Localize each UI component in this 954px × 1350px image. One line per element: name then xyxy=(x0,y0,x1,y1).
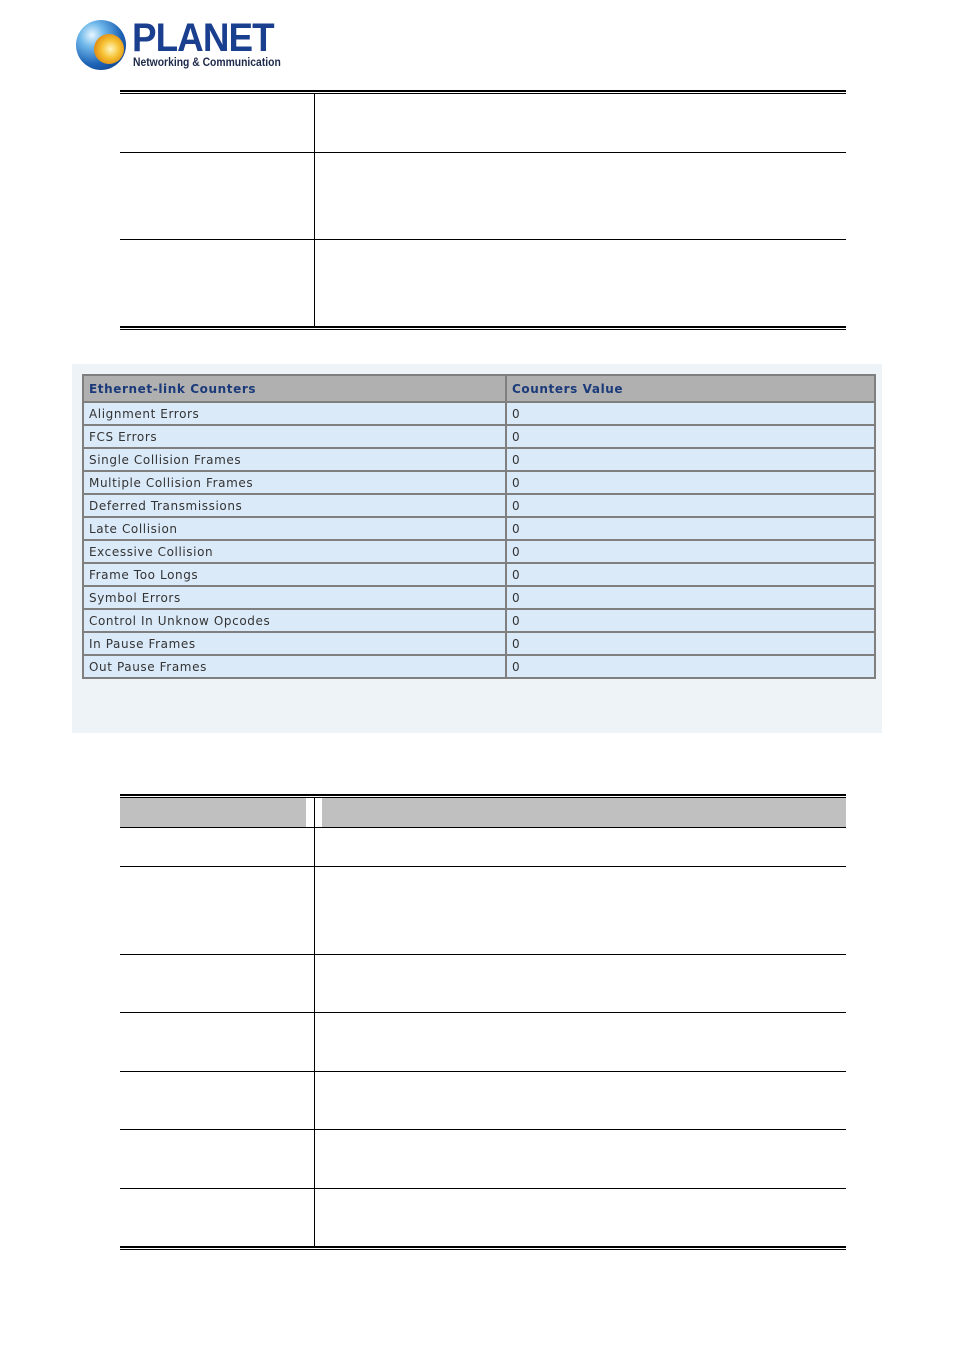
counter-value: 0 xyxy=(506,402,875,425)
counter-value: 0 xyxy=(506,609,875,632)
table-header-row xyxy=(83,375,875,402)
counter-value: 0 xyxy=(506,540,875,563)
table-row xyxy=(83,655,875,678)
column-header-counters: Ethernet-link Counters xyxy=(83,375,506,402)
row-divider xyxy=(120,239,846,240)
table-row xyxy=(83,494,875,517)
table-header-left xyxy=(120,798,306,827)
counter-value: 0 xyxy=(506,471,875,494)
counter-value: 0 xyxy=(506,632,875,655)
counter-value: 0 xyxy=(506,425,875,448)
planet-logo xyxy=(76,16,281,74)
table-row xyxy=(83,563,875,586)
row-divider xyxy=(120,866,846,867)
table-row xyxy=(83,517,875,540)
row-divider xyxy=(120,1188,846,1189)
table-bottom-rule xyxy=(120,326,846,330)
row-divider xyxy=(120,1012,846,1013)
bottom-description-table xyxy=(120,794,846,1252)
table-row xyxy=(83,448,875,471)
counter-name: Excessive Collision xyxy=(83,540,506,563)
counter-name: In Pause Frames xyxy=(83,632,506,655)
row-divider xyxy=(120,1129,846,1130)
table-bottom-rule xyxy=(120,1246,846,1250)
counter-name: Late Collision xyxy=(83,517,506,540)
counter-name: Alignment Errors xyxy=(83,402,506,425)
table-row xyxy=(83,586,875,609)
row-divider xyxy=(120,954,846,955)
counter-name: FCS Errors xyxy=(83,425,506,448)
counter-name: Out Pause Frames xyxy=(83,655,506,678)
table-row xyxy=(83,609,875,632)
counter-name: Frame Too Longs xyxy=(83,563,506,586)
table-row xyxy=(83,632,875,655)
table-header-right xyxy=(322,798,846,827)
counter-value: 0 xyxy=(506,448,875,471)
column-divider xyxy=(314,94,315,328)
counter-name: Deferred Transmissions xyxy=(83,494,506,517)
row-divider xyxy=(120,827,846,828)
table-row xyxy=(83,471,875,494)
top-description-table xyxy=(120,90,846,332)
table-row xyxy=(83,425,875,448)
logo-tagline: Networking & Communication xyxy=(133,57,281,69)
counter-value: 0 xyxy=(506,563,875,586)
ethernet-link-counters-table xyxy=(82,374,876,679)
counter-value: 0 xyxy=(506,586,875,609)
counters-panel xyxy=(72,364,882,733)
counter-name: Symbol Errors xyxy=(83,586,506,609)
table-row xyxy=(83,540,875,563)
counter-value: 0 xyxy=(506,655,875,678)
counter-value: 0 xyxy=(506,517,875,540)
row-divider xyxy=(120,1071,846,1072)
table-row xyxy=(83,402,875,425)
swoosh-icon xyxy=(94,34,124,64)
counter-value: 0 xyxy=(506,494,875,517)
logo-brand-text: PLANET xyxy=(132,16,274,60)
column-header-value: Counters Value xyxy=(506,375,875,402)
table-top-rule xyxy=(120,90,846,94)
counter-name: Control In Unknow Opcodes xyxy=(83,609,506,632)
counter-name: Single Collision Frames xyxy=(83,448,506,471)
counter-name: Multiple Collision Frames xyxy=(83,471,506,494)
row-divider xyxy=(120,152,846,153)
